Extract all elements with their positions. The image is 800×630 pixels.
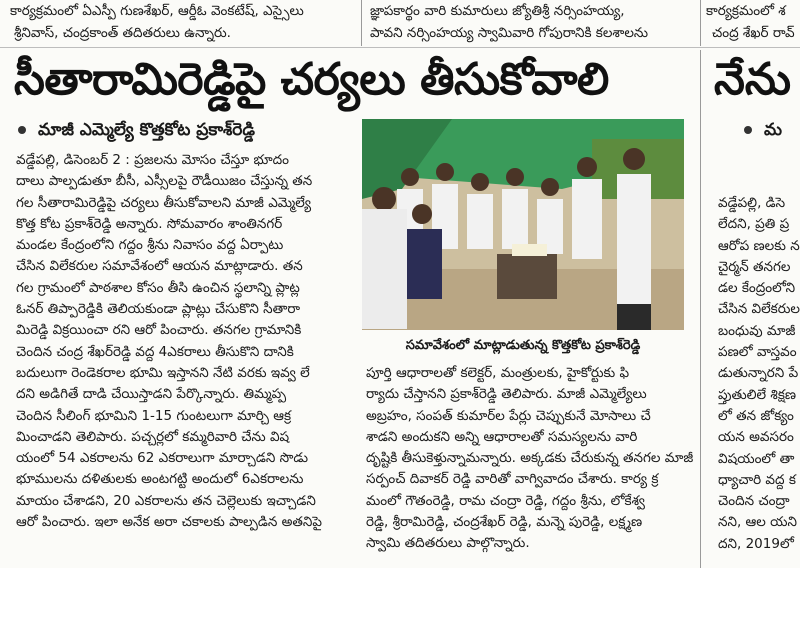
side-subheadline-text: మ — [764, 120, 782, 140]
body-line: చెందిన సీలింగ్ భూమిని 1-15 గుంటలుగా మార్చి ఆక్ర — [16, 407, 292, 424]
bullet-icon — [744, 126, 752, 134]
body-line: ధ్యాచారి వద్ద క — [718, 471, 796, 488]
body-line: కొత్త కోట ప్రకాశ్‌రెడ్డి అన్నారు. సోమవారం శాంతినగర్ — [16, 215, 283, 232]
body-line: మంలో గౌతంరెడ్డి, రామ చంద్రా రెడ్డి, గద్దం శ్రీను, లోకేశ్వ — [366, 492, 645, 509]
left-column-text — [16, 150, 356, 533]
middle-column-text — [366, 363, 696, 555]
column-divider — [700, 0, 701, 46]
body-line: గల గ్రామంలో పాఠశాల కోసం తీసి ఉంచిన స్థలాన్ని ప్లాట్ల — [16, 279, 300, 296]
section-divider — [0, 47, 800, 48]
article-headline: సీతారామిరెడ్డిపై చర్యలు తీసుకోవాలి — [14, 54, 609, 105]
body-line: డుతున్నారని పే — [718, 365, 799, 382]
top-right-line-1: కార్యక్రమంలో శ — [706, 3, 786, 19]
body-line: గల సీతారామిరెడ్డిపై చర్యలు తీసుకోవాలని మాజీ ఎమ్మెల్యే — [16, 194, 312, 211]
side-article-subheadline — [744, 120, 782, 144]
body-line: పూర్తి ఆధారాలతో కలెక్టర్, మంత్రులకు, హైకోర్టుకు ఫి — [366, 365, 630, 381]
side-column-text — [718, 193, 800, 555]
meeting-photo-illustration — [362, 119, 684, 330]
body-line: ఓనర్ తిప్పారెడ్డికి తెలియకుండా ప్లాట్లు చేసుకొని సీతారా — [16, 301, 301, 318]
body-line: యన అవసరం — [718, 429, 794, 446]
body-line: వడ్డేపల్లి, డిసెంబర్ 2 : ప్రజలను మోసం చేస్తూ భూదం — [16, 152, 289, 168]
body-line: భూములను దళితులకు అంటగట్టి అందులో 6ఎకరాలను — [16, 471, 304, 488]
photo-caption: సమావేశంలో మాట్లాడుతున్న కొత్తకోట ప్రకాశ్‌రెడ్డి — [405, 338, 641, 353]
body-line: మించాడని తెలిపారు. పచ్చర్లలో కమ్మరివారి చేను విష — [16, 428, 290, 445]
body-line: పణలో వాస్తవం — [718, 344, 797, 361]
body-line: ర్యాదు చేస్తానని ప్రకాశ్‌రెడ్డి తెలిపారు. మాజీ ఎమ్మెల్యేలు — [366, 386, 647, 403]
body-line: చెందిన చంద్ర శేఖర్‌రెడ్డి వద్ద 4ఎకరాలు తీసుకొని దానికి — [16, 343, 294, 360]
body-line: యంలో 54 ఎకరాలను 62 ఎకరాలుగా మార్చాడని సొడు — [16, 450, 309, 467]
body-line: దాలు పాల్పడుతూ బీసీ, ఎస్సీలపై రౌడీయిజం చేస్తున్న తన — [16, 173, 313, 190]
body-line: రెడ్డి, శ్రీరామిరెడ్డి, చంద్రశేఖర్ రెడ్డి, మన్నె పురెడ్డి, లక్ష్మణ — [366, 514, 643, 531]
body-line: దృష్టికి తీసుకెళ్తున్నామన్నారు. అక్కడకు చేరుకున్న తనగల మాజీ — [366, 450, 694, 467]
body-line: చేసిన విలేకరుల సమావేశంలో ఆయన మాట్లాడారు. తన — [16, 258, 303, 275]
body-line: వడ్డేపల్లి, డిసె — [718, 195, 786, 211]
body-line: ప్తుతులిలే శిక్షణ — [718, 386, 797, 403]
column-divider — [361, 0, 362, 46]
body-line: మిరెడ్డి విక్రయించా రని ఆరో పించారు. తనగల గ్రామానికి — [16, 322, 302, 339]
top-right-line-2: చంద్ర శేఖర్ రావ్ — [712, 25, 795, 41]
article-subheadline — [18, 120, 255, 144]
top-middle-line-2: పావని నర్సింహయ్య స్వామివారి గోపురానికి కలశాలను — [370, 25, 649, 41]
top-left-line-2: శ్రీనివాస్, చంద్రకాంత్ తదితరులు ఉన్నారు. — [14, 25, 231, 41]
body-line: దని, 2019లో — [718, 535, 794, 552]
body-line: చైర్మన్ తనగల — [718, 258, 791, 275]
body-line: చేసిన విలేకరుల — [718, 301, 800, 318]
body-line: లేదని, ప్రతి ప్ర — [718, 216, 790, 233]
body-line: సర్పంచ్ దివాకర్ రెడ్డి వారితో వాగ్వివాదం చేశారు. కార్య క్ర — [366, 471, 659, 488]
body-line: అబ్రహం, సంపత్ కుమార్‌ల పేర్లు చెప్పుకునే మోసాలు చే — [366, 407, 651, 424]
body-line: లో తన జోక్యం — [718, 407, 794, 424]
bullet-icon — [18, 126, 26, 134]
body-line: దని అడిగితే దాడి చేయిస్తాడని పేర్కొన్నారు. తిమ్మప్ప — [16, 386, 287, 403]
top-left-line-1: కార్యక్రమంలో ఏఎస్పీ గుణశేఖర్, ఆర్డీఓ వెంకటేష్, ఎస్సైలు — [10, 3, 304, 19]
article-divider — [700, 50, 701, 568]
body-line: బదులుగా రెండెకరాల భూమి ఇస్తానని నేటి వరకు ఇవ్వ లే — [16, 364, 310, 381]
body-line: విషయంలో తా — [718, 450, 795, 467]
body-line: బంధువు మాజీ — [718, 322, 796, 339]
body-line: ఆరోప ణలకు న — [718, 237, 800, 254]
body-line: స్వామి తదితరులు పాల్గొన్నారు. — [366, 535, 530, 552]
article-photo — [362, 119, 684, 330]
top-middle-line-1: జ్ఞాపకార్థం వారి కుమారులు జ్యోతిశ్రీ నర్సింహయ్య, — [370, 3, 625, 19]
body-line: నని, ఆల యని — [718, 514, 798, 531]
body-line: డల కేంద్రంలోని — [718, 280, 796, 297]
body-line: మండల కేంద్రంలోని గద్దం శ్రీను నివాసం వద్ద ఏర్పాటు — [16, 237, 284, 254]
side-article-headline: నేను — [714, 54, 791, 105]
body-line: ఆరో పించారు. ఇలా అనేక అరా చకాలకు పాల్పడిన అతనిపై — [16, 514, 322, 531]
body-line: చెందిన చంద్రా — [718, 493, 790, 510]
subheadline-text: మాజీ ఎమ్మెల్యే కొత్తకోట ప్రకాశ్‌రెడ్డి — [38, 120, 255, 140]
body-line: మాయం చేశాడని, 20 ఎకరాలను తన చెల్లెలుకు ఇచ్చాడని — [16, 492, 316, 509]
body-line: శాడని అందుకని అన్ని ఆధారాలతో సమస్యలను వారి — [366, 428, 638, 445]
